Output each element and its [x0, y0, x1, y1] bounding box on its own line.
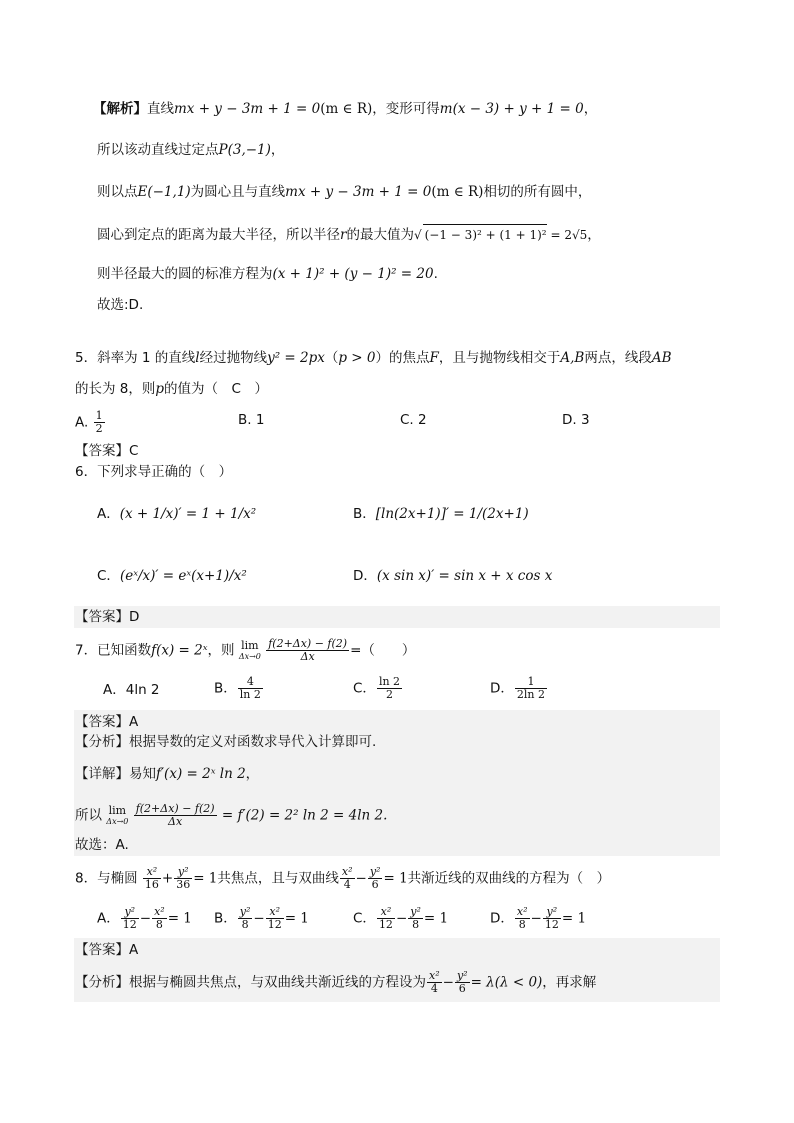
- q8-analysis: 【分析】根据与椭圆共焦点，与双曲线共渐近线的方程设为 $\frac{\text{x²}}{4}$ − $\frac{\text{y²}}{6}$ = λ(λ < 0)，再求解: [75, 969, 597, 995]
- q5-option-c: C. 2: [400, 412, 427, 428]
- math-line-equation: mx + y − 3m + 1 = 0: [174, 101, 321, 117]
- q4-analysis-line-6: 故选:D.: [97, 297, 144, 313]
- q5-stem-line-1: 5．斜率为 1 的直线l经过抛物线y² = 2px（p > 0）的焦点F，且与抛物线相交于A,B两点，线段AB: [75, 350, 672, 366]
- q5-option-d: D. 3: [562, 412, 590, 428]
- q5-answer: 【答案】C: [75, 443, 139, 459]
- q8-option-d: D． $\frac{\text{x²}}{8}$ − $\frac{\text{y²}}{12}$ = 1: [490, 905, 587, 931]
- math-circle-equation: (x + 1)² + (y − 1)² = 20: [272, 266, 434, 282]
- analysis-tag: 【解析】: [93, 101, 147, 117]
- q4-analysis-line-5: 则半径最大的圆的标准方程为(x + 1)² + (y − 1)² = 20.: [97, 266, 438, 282]
- math-fixed-point: P(3,−1): [218, 142, 271, 158]
- math-sqrt-expression: √ (−1 − 3)² + (1 + 1)² = 2√5: [414, 228, 587, 242]
- fraction: $\frac{1}{2}$: [95, 409, 103, 435]
- q6-option-d: D．(x sin x)′ = sin x + x cos x: [353, 568, 553, 584]
- q7-option-d: D． $\frac{1}{2\ln 2}$: [490, 675, 546, 701]
- q8-option-a: A． $\frac{\text{y²}}{12}$ − $\frac{\text{x²}}{8}$ = 1: [97, 905, 192, 931]
- fraction: $\frac{f(2+\Delta x) - f(2)}{\Delta x}$: [268, 637, 348, 663]
- q5-option-b: B. 1: [238, 412, 265, 428]
- q6-answer-band: [74, 606, 720, 628]
- q5-stem-line-2: 的长为 8，则p的值为（ C ）: [75, 381, 268, 397]
- q7-choose: 故选：A.: [75, 837, 129, 853]
- q4-analysis-line-3: 则以点E(−1,1)为圆心且与直线mx + y − 3m + 1 = 0(m ∈ R)相切的所有圆中，: [97, 184, 592, 200]
- math-parabola: y² = 2px: [267, 350, 325, 366]
- q8-option-b: B． $\frac{\text{y²}}{8}$ − $\frac{\text{x²}}{12}$ = 1: [214, 905, 309, 931]
- q5-option-a: A. $\frac{1}{2}$: [75, 409, 103, 435]
- q7-stem: 7．已知函数f(x) = 2ˣ，则 lim Δx→0 $\frac{f(2+\Delta x) - f(2)}{\Delta x}$ =（ ）: [75, 637, 416, 663]
- q7-derivation: 所以 lim Δx→0 $\frac{f(2+\Delta x) - f(2)}{\Delta x}$ = f′(2) = 2² ln 2 = 4ln 2.: [75, 802, 388, 828]
- math-center-point: E(−1,1): [137, 184, 191, 200]
- q4-analysis-line-4: 圆心到定点的距离为最大半径，所以半径r的最大值为√ (−1 − 3)² + (1 + 1)² = 2√5，: [97, 224, 601, 245]
- q6-option-a: A．(x + 1/x)′ = 1 + 1/x²: [97, 506, 257, 522]
- q6-answer: 【答案】D: [75, 609, 140, 625]
- q8-option-c: C． $\frac{\text{x²}}{12}$ − $\frac{\text{y²}}{8}$ = 1: [353, 905, 449, 931]
- q4-analysis-line-1: 【解析】直线mx + y − 3m + 1 = 0(m ∈ R)，变形可得m(x − 3) + y + 1 = 0，: [93, 101, 598, 117]
- math-transformed-equation: m(x − 3) + y + 1 = 0: [439, 101, 584, 117]
- q7-analysis: 【分析】根据导数的定义对函数求导代入计算即可.: [75, 734, 377, 750]
- q4-analysis-line-2: 所以该动直线过定点P(3,−1)，: [97, 142, 285, 158]
- q7-detail: 【详解】易知f′(x) = 2ˣ ln 2，: [75, 766, 260, 782]
- limit-operator: lim Δx→0: [238, 638, 261, 661]
- q8-stem: 8．与椭圆 $\frac{\text{x²}}{16}$ + $\frac{\text{y²}}{36}$ = 1共焦点，且与双曲线 $\frac{\text{x²}}{4}$ − $\frac{\text{y²}}{6}$ = 1共渐近线的双曲线的方程为（ ）: [75, 865, 611, 891]
- q6-option-c: C．(eˣ/x)′ = eˣ(x+1)/x²: [97, 568, 247, 584]
- q7-option-a: A．4ln 2: [103, 682, 160, 698]
- q7-answer: 【答案】A: [75, 714, 139, 730]
- q6-stem: 6．下列求导正确的（ ）: [75, 464, 233, 480]
- q7-option-c: C． $\frac{\ln 2}{2}$: [353, 675, 401, 701]
- q6-option-b: B．[ln(2x+1)]′ = 1/(2x+1): [353, 506, 529, 522]
- q7-option-b: B． $\frac{4}{\ln 2}$: [214, 675, 261, 701]
- q8-answer: 【答案】A: [75, 942, 139, 958]
